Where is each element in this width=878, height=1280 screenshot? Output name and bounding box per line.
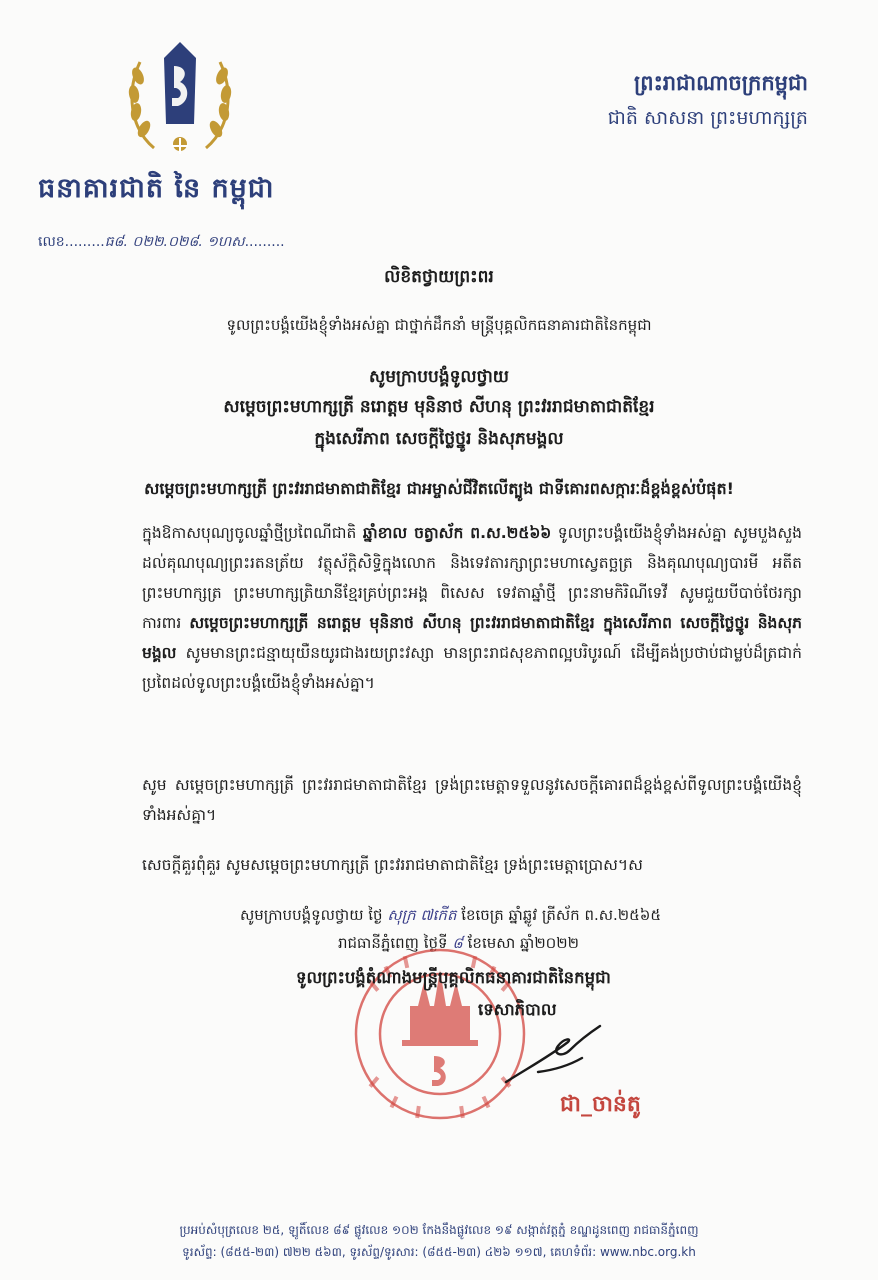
- address-line: ទូលព្រះបង្គំយើងខ្ញុំទាំងអស់គ្នា ជាថ្នាក់ដឹកនាំ មន្ត្រីបុគ្គលិកធនាគារជាតិនៃកម្ពុជា: [226, 316, 652, 334]
- solar-date-line: រាជធានីភ្នំពេញ ថ្ងៃទី ៨ ខែមេសា ឆ្នាំ២០២២: [338, 934, 580, 952]
- national-motto: ជាតិ សាសនា ព្រះមហាក្សត្រ: [607, 107, 808, 129]
- reference-number: លេខ.........ធ៨. ០២២.០២៨. ១ហស.........: [38, 234, 285, 250]
- letter-subtitle: សម្ដេចព្រះមហាក្សត្រី ព្រះវររាជមាតាជាតិខ្មែរ ជាអម្ចាស់ជីវិតលើត្បូង ជាទីគោរពសក្ការៈដ៏ខ្ពង់ខ្ពស់បំផុត!: [144, 479, 734, 498]
- footer-contact: ទូរស័ព្ទ: (៨៥៥-២៣) ៧២២ ៥៦៣, ទូរស័ព្ទ/ទូរសារ: (៨៥៥-២៣) ៤២៦ ១១៧, គេហទំព័រ: www.nbc.org.kh: [182, 1245, 696, 1259]
- signatory-name: ជា_ចាន់តូ: [560, 1092, 641, 1117]
- footer-address: ប្រអប់សំបុត្រលេខ ២៥, ឡូតិ៍លេខ ៨៩ ផ្លូវលេខ ១០២ កែងនឹងផ្លូវលេខ ១៩ សង្កាត់វត្តភ្នំ ខណ្ឌដូនពេញ រាជធានីភ្នំពេញ: [179, 1223, 699, 1237]
- bank-name: ធនាគារជាតិ នៃ កម្ពុជា: [38, 173, 275, 204]
- signer-title: ទូលព្រះបង្គំតំណាងមន្ត្រីបុគ្គលិកធនាគារជាតិនៃកម្ពុជា: [296, 968, 611, 987]
- kingdom-title: ព្រះរាជាណាចក្រកម្ពុជា: [633, 71, 808, 95]
- recipient-name: សម្ដេចព្រះមហាក្សត្រី នរោត្តម មុនិនាថ សីហនុ ព្រះវររាជមាតាជាតិខ្មែរ: [223, 397, 655, 417]
- lunar-date-line: សូមក្រាបបង្គំទូលថ្វាយ ថ្ងៃ សុក្រ ៧កើត ខែចេត្រ ឆ្នាំឆ្លូវ ត្រីស័ក ព.ស.២៥៦៥: [240, 906, 662, 924]
- salutation-heading: សូមក្រាបបង្គំទូលថ្វាយ: [369, 367, 509, 387]
- paragraph-3: សេចក្ដីគួរពុំគួរ សូមសម្ដេចព្រះមហាក្សត្រី ព្រះវររាជមាតាជាតិខ្មែរ ទ្រង់ព្រះមេត្តាប្រោស។ស: [142, 856, 643, 874]
- reference-value: ធ៨. ០២២.០២៨. ១ហស: [104, 234, 245, 250]
- paragraph-2: សូម សម្ដេចព្រះមហាក្សត្រី ព្រះវររាជមាតាជាតិខ្មែរ ទ្រង់ព្រះមេត្តាទទួលនូវសេចក្ដីគោរពដ៏ខ្ពង់ខ្ពស់ពីទូលព្រះបង្គំយើងខ្ញុំទាំងអស់គ្នា។: [142, 776, 802, 824]
- signer-position: ទេសាភិបាល: [478, 1000, 557, 1019]
- recipient-blessing: ក្នុងសេរីភាព សេចក្ដីថ្លៃថ្នូរ និងសុភមង្គល: [314, 429, 564, 449]
- paragraph-1: ក្នុងឱកាសបុណ្យចូលឆ្នាំថ្មីប្រពៃណីជាតិ ឆ្នាំខាល ចត្វាស័ក ព.ស.២៥៦៦ ទូលព្រះបង្គំយើងខ្ញុំទាំងអស់គ្នា សូមបួងសួងដល់គុណបុណ្យព្រះរតនត្រ័យ វត្ថុស័ក្ដិសិទ្ធិក្នុងលោក និងទេវតារក្សាព្រះមហាស្វេតច្ឆត្រ និងគុណបុណ្យបារមី អតីតព្រះមហាក្សត្រ ព្រះមហាក្សត្រិយានីខ្មែរគ្រប់ព្រះអង្គ ពិសេស ទេវតាឆ្នាំថ្មី ព្រះនាមកិរិណីទេវី សូមជួយបីបាច់ថែរក្សាការពារ សម្ដេចព្រះមហាក្សត្រី នរោត្តម មុនិនាថ សីហនុ ព្រះវររាជមាតាជាតិខ្មែរ ក្នុងសេរីភាព សេចក្ដីថ្លៃថ្នូរ និងសុភមង្គល សូមមានព្រះជន្មាយុយឺនយូរជាងរយព្រះវស្សា មានព្រះរាជសុខភាពល្អបរិបូរណ៍ ដើម្បីគង់ប្រថាប់ជាម្លប់ដ៏ត្រជាក់ប្រពៃដល់ទូលព្រះបង្គំយើងខ្ញុំទាំងអស់គ្នា។: [142, 524, 803, 692]
- handwritten-signature: [498, 1020, 608, 1090]
- reference-label: លេខ: [38, 234, 65, 250]
- bank-logo-emblem: [124, 36, 236, 158]
- letter-title: លិខិតថ្វាយព្រះពរ: [384, 267, 494, 287]
